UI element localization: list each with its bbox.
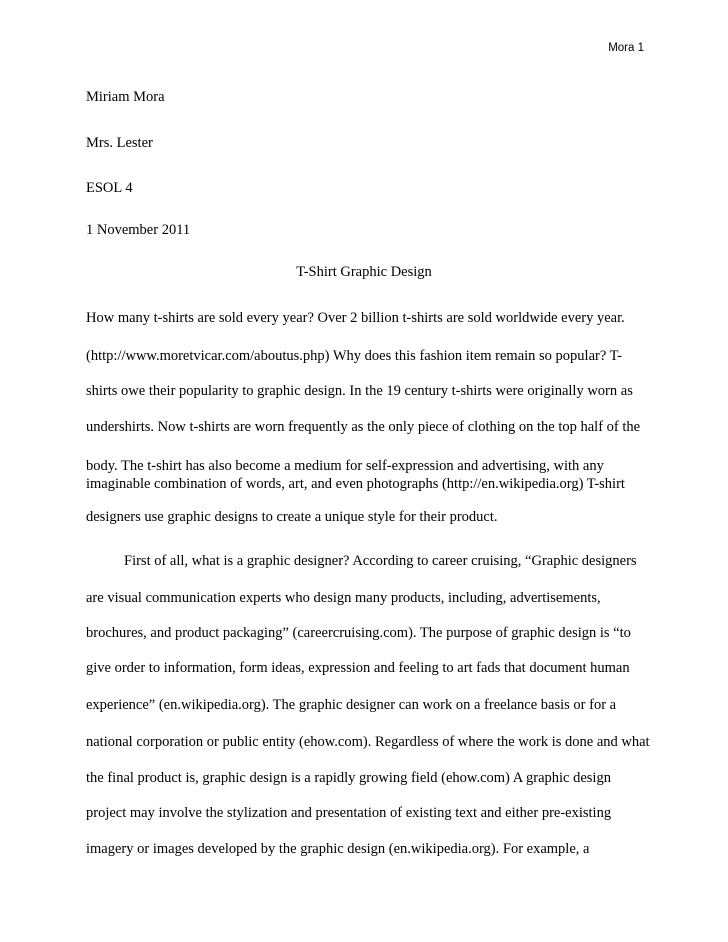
paragraph-line: designers use graphic designs to create a unique style for their product. (86, 509, 498, 525)
paragraph-line: undershirts. Now t-shirts are worn frequently as the only piece of clothing on the top half of the (86, 419, 641, 435)
paragraph-line: give order to information, form ideas, expression and feeling to art fads that document human (86, 660, 630, 676)
essay-date: 1 November 2011 (86, 222, 191, 238)
author-name: Miriam Mora (86, 89, 165, 105)
paragraph-line: project may involve the stylization and presentation of existing text and either pre-existing (86, 805, 612, 821)
paragraph-line: imaginable combination of words, art, and even photographs (http://en.wikipedia.org) T-shirt (86, 476, 625, 492)
paragraph-line: national corporation or public entity (ehow.com). Regardless of where the work is done and what (86, 734, 650, 750)
essay-title: T-Shirt Graphic Design (296, 264, 432, 280)
teacher-name: Mrs. Lester (86, 135, 153, 151)
course-name: ESOL 4 (86, 180, 133, 196)
page-header-label: Mora 1 (608, 42, 644, 54)
paragraph-line: shirts owe their popularity to graphic design. In the 19 century t-shirts were originally worn as (86, 383, 633, 399)
paragraph-line: How many t-shirts are sold every year? Over 2 billion t-shirts are sold worldwide every year. (86, 310, 625, 326)
paragraph-line: brochures, and product packaging” (careercruising.com). The purpose of graphic design is “to (86, 625, 631, 641)
paragraph-line: body. The t-shirt has also become a medium for self-expression and advertising, with any (86, 458, 604, 474)
paragraph-line: the final product is, graphic design is a rapidly growing field (ehow.com) A graphic design (86, 770, 611, 786)
paragraph-line: are visual communication experts who design many products, including, advertisements, (86, 590, 601, 606)
paragraph-line: imagery or images developed by the graphic design (en.wikipedia.org). For example, a (86, 841, 590, 857)
paragraph-line: (http://www.moretvicar.com/aboutus.php) Why does this fashion item remain so popular? T- (86, 348, 623, 364)
paragraph-line: First of all, what is a graphic designer? According to career cruising, “Graphic designers (124, 553, 637, 569)
paragraph-line: experience” (en.wikipedia.org). The graphic designer can work on a freelance basis or for a (86, 697, 617, 713)
